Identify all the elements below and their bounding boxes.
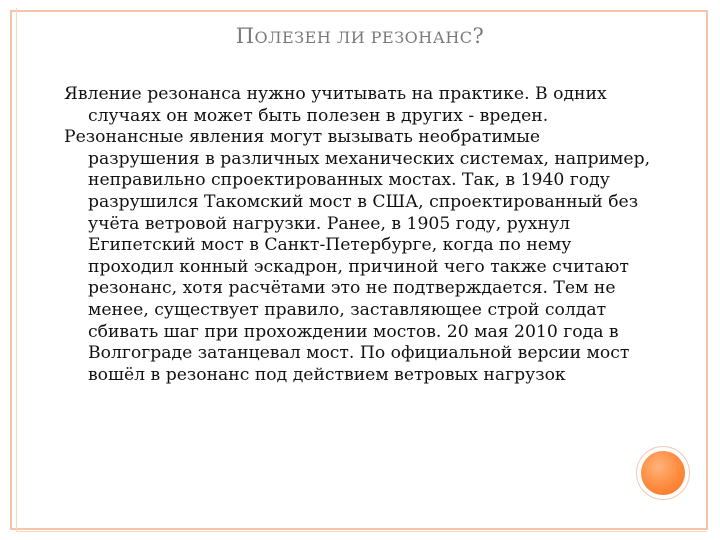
title-rest: ОЛЕЗЕН ЛИ РЕЗОНАНС (254, 28, 473, 47)
paragraph-2: Резонансные явления могут вызывать необратимые разрушения в различных механических системах, например, неправильно спроектированных мостах. Так, в 1940 году разрушился Такомский мост в США, спроектированный без учёта ветровой нагрузки. Ранее, в 1905 году, рухнул Египетский мост в Санкт-Петербурге, когда по нему проходил конный эскадрон, причиной чего также считают резонанс, хотя расчётами это не подтверждается. Тем не менее, существует правило, заставляющее строй солдат сбивать шаг при прохождении мостов. 20 мая 2010 года в Волгограде затанцевал мост. По официальной версии мост вошёл в резонанс под действием ветровых нагрузок (64, 127, 651, 385)
decorative-orange-circle (641, 451, 685, 495)
slide-body (64, 84, 654, 386)
slide-title (0, 24, 720, 48)
title-first-letter: П (235, 24, 255, 48)
paragraph-1: Явление резонанса нужно учитывать на практике. В одних случаях он может быть полезен в других - вреден. (64, 84, 607, 126)
title-question-mark: ? (472, 24, 485, 48)
